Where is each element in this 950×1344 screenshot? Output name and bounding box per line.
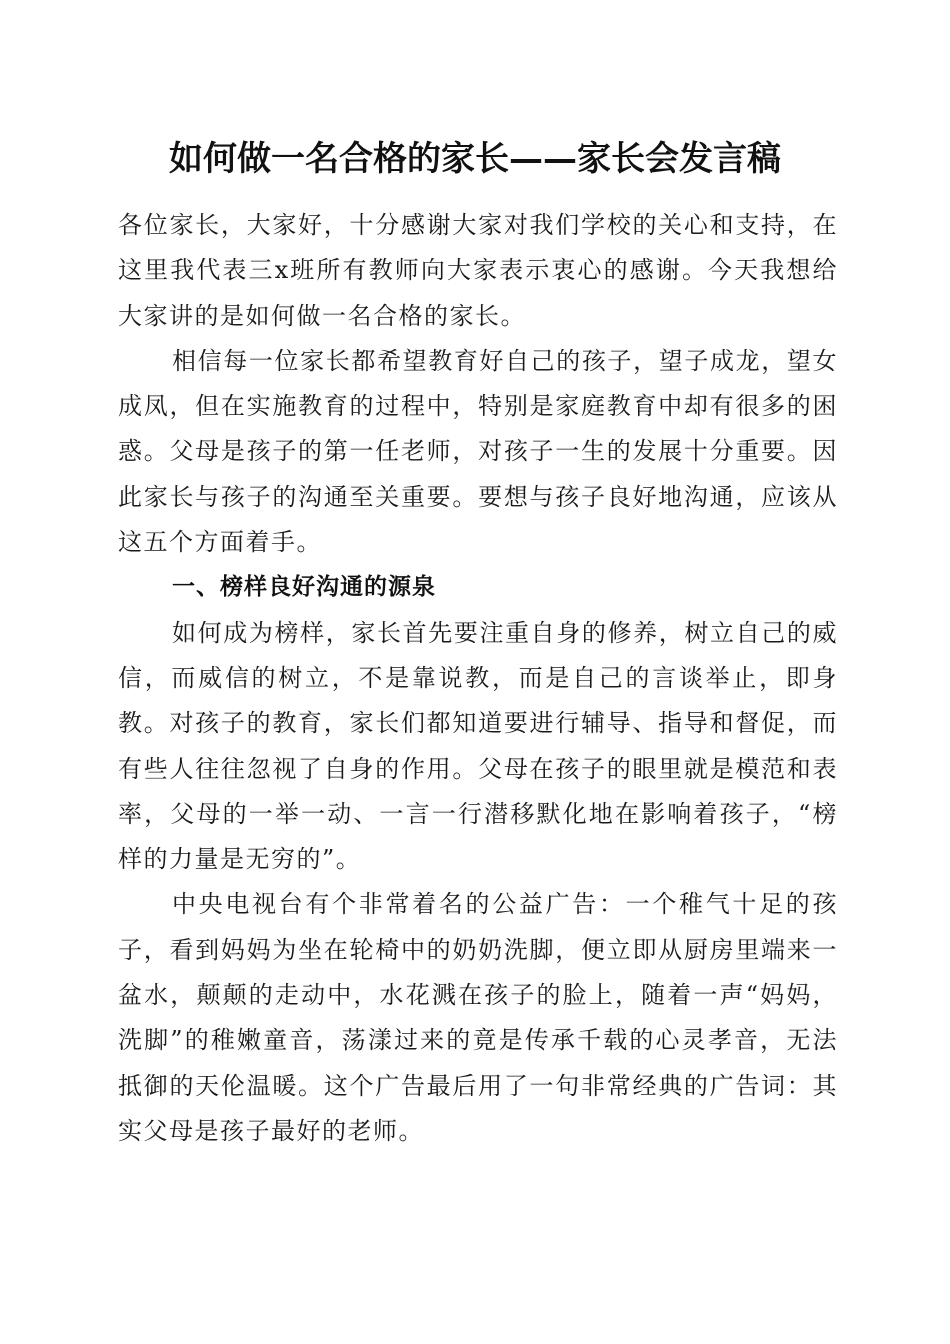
document-title: 如何做一名合格的家长——家长会发言稿 <box>169 139 781 179</box>
paragraph-introduction: 相信每一位家长都希望教育好自己的孩子，望子成龙，望女成凤，但在实施教育的过程中，特别是家庭教育中却有很多的困惑。父母是孩子的第一任老师，对孩子一生的发展十分重要。因此家长与孩子的沟通至关重要。要想与孩子良好地沟通，应该从这五个方面着手。 <box>118 346 838 557</box>
paragraph-role-model: 如何成为榜样，家长首先要注重自身的修养，树立自己的威信，而威信的树立，不是靠说教，而是自己的言谈举止，即身教。对孩子的教育，家长们都知道要进行辅导、指导和督促，而有些人往往忽视了自身的作用。父母在孩子的眼里就是模范和表率，父母的一举一动、一言一行潜移默化地在影响着孩子，“榜样的力量是无穷的”。 <box>118 618 838 874</box>
paragraph-advertisement: 中央电视台有个非常着名的公益广告：一个稚气十足的孩子，看到妈妈为坐在轮椅中的奶奶洗脚，便立即从厨房里端来一盆水，颠颠的走动中，水花溅在孩子的脸上，随着一声“妈妈，洗脚”的稚嫩童音，荡漾过来的竟是传承千载的心灵孝音，无法抵御的天伦温暖。这个广告最后用了一句非常经典的广告词：其实父母是孩子最好的老师。 <box>118 890 838 1145</box>
document-body <box>118 203 838 1154</box>
section-heading: 一、榜样良好沟通的源泉 <box>172 574 436 601</box>
paragraph-greeting: 各位家长，大家好，十分感谢大家对我们学校的关心和支持，在这里我代表三x班所有教师向大家表示衷心的感谢。今天我想给大家讲的是如何做一名合格的家长。 <box>118 211 838 330</box>
